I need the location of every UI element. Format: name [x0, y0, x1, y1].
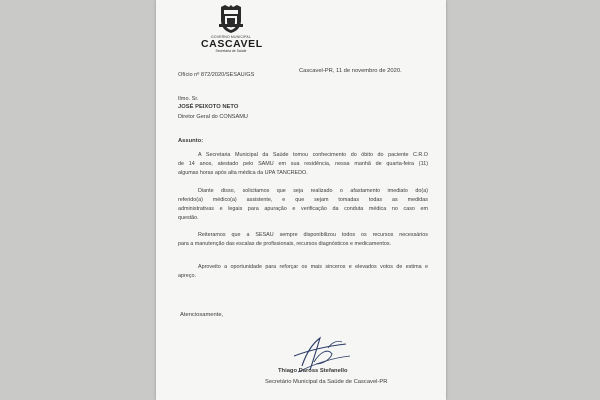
recipient-salutation: Ilmo. Sr. — [178, 96, 199, 102]
letterhead — [201, 4, 261, 53]
letterhead-city: CASCAVEL — [201, 38, 263, 50]
subject-label: Assunto: — [178, 138, 204, 144]
letterhead-government: GOVERNO MUNICIPAL — [211, 35, 251, 39]
recipient-title: Diretor Geral do CONSAMU — [178, 114, 248, 120]
paragraph-2 — [178, 187, 428, 223]
paragraph-line: Aproveito a oportunidade para reforçar os mais sinceros e elevados votos de estima e — [198, 264, 428, 270]
letterhead-department: Secretaria de Saúde — [215, 49, 247, 53]
paragraph-line: Reiteramos que a SESAU sempre disponibilizou todos os recursos necessários — [198, 232, 428, 238]
closing: Atenciosamente, — [180, 312, 224, 318]
paragraph-line: de 14 anos, atestado pelo SAMU em sua residência, nessa manhã de quarta-feira (11) — [178, 161, 428, 167]
signatory-name: Thiago Daross Stefanello — [278, 368, 348, 374]
paragraph-4 — [178, 263, 428, 281]
recipient-name: JOSÉ PEIXOTO NETO — [178, 104, 239, 110]
letter-page — [156, 0, 446, 400]
paragraph-1 — [178, 151, 428, 178]
paragraph-line: apreço. — [178, 273, 196, 279]
paragraph-line: Diante disso, solicitamos que seja realizado o afastamento imediato do(a) — [198, 188, 428, 194]
paragraph-line: algumas horas após alta médica da UPA TANCREDO. — [178, 170, 308, 176]
paragraph-line: referido(a) médico(a) assistente, e que sejam tomadas todas as medidas — [178, 197, 428, 203]
paragraph-line: para a manutenção das escalas de profissionais, recursos diagnósticos e medicamentos. — [178, 241, 392, 247]
document-reference: Ofício nº 872/2020/SESAU/GS — [178, 72, 255, 78]
paragraph-line: questão. — [178, 215, 199, 221]
place-date: Cascavel-PR, 11 de novembro de 2020. — [299, 68, 402, 74]
paragraph-line: administrativas e legais para apuração e verificação da conduta médica no caso em — [178, 206, 428, 212]
coat-of-arms-icon — [216, 4, 246, 34]
signatory-role: Secretário Municipal da Saúde de Cascavel-PR — [265, 379, 388, 385]
paragraph-3 — [178, 231, 428, 249]
paragraph-line: A Secretaria Municipal da Saúde tomou conhecimento do óbito do paciente C.R.O — [198, 152, 428, 158]
